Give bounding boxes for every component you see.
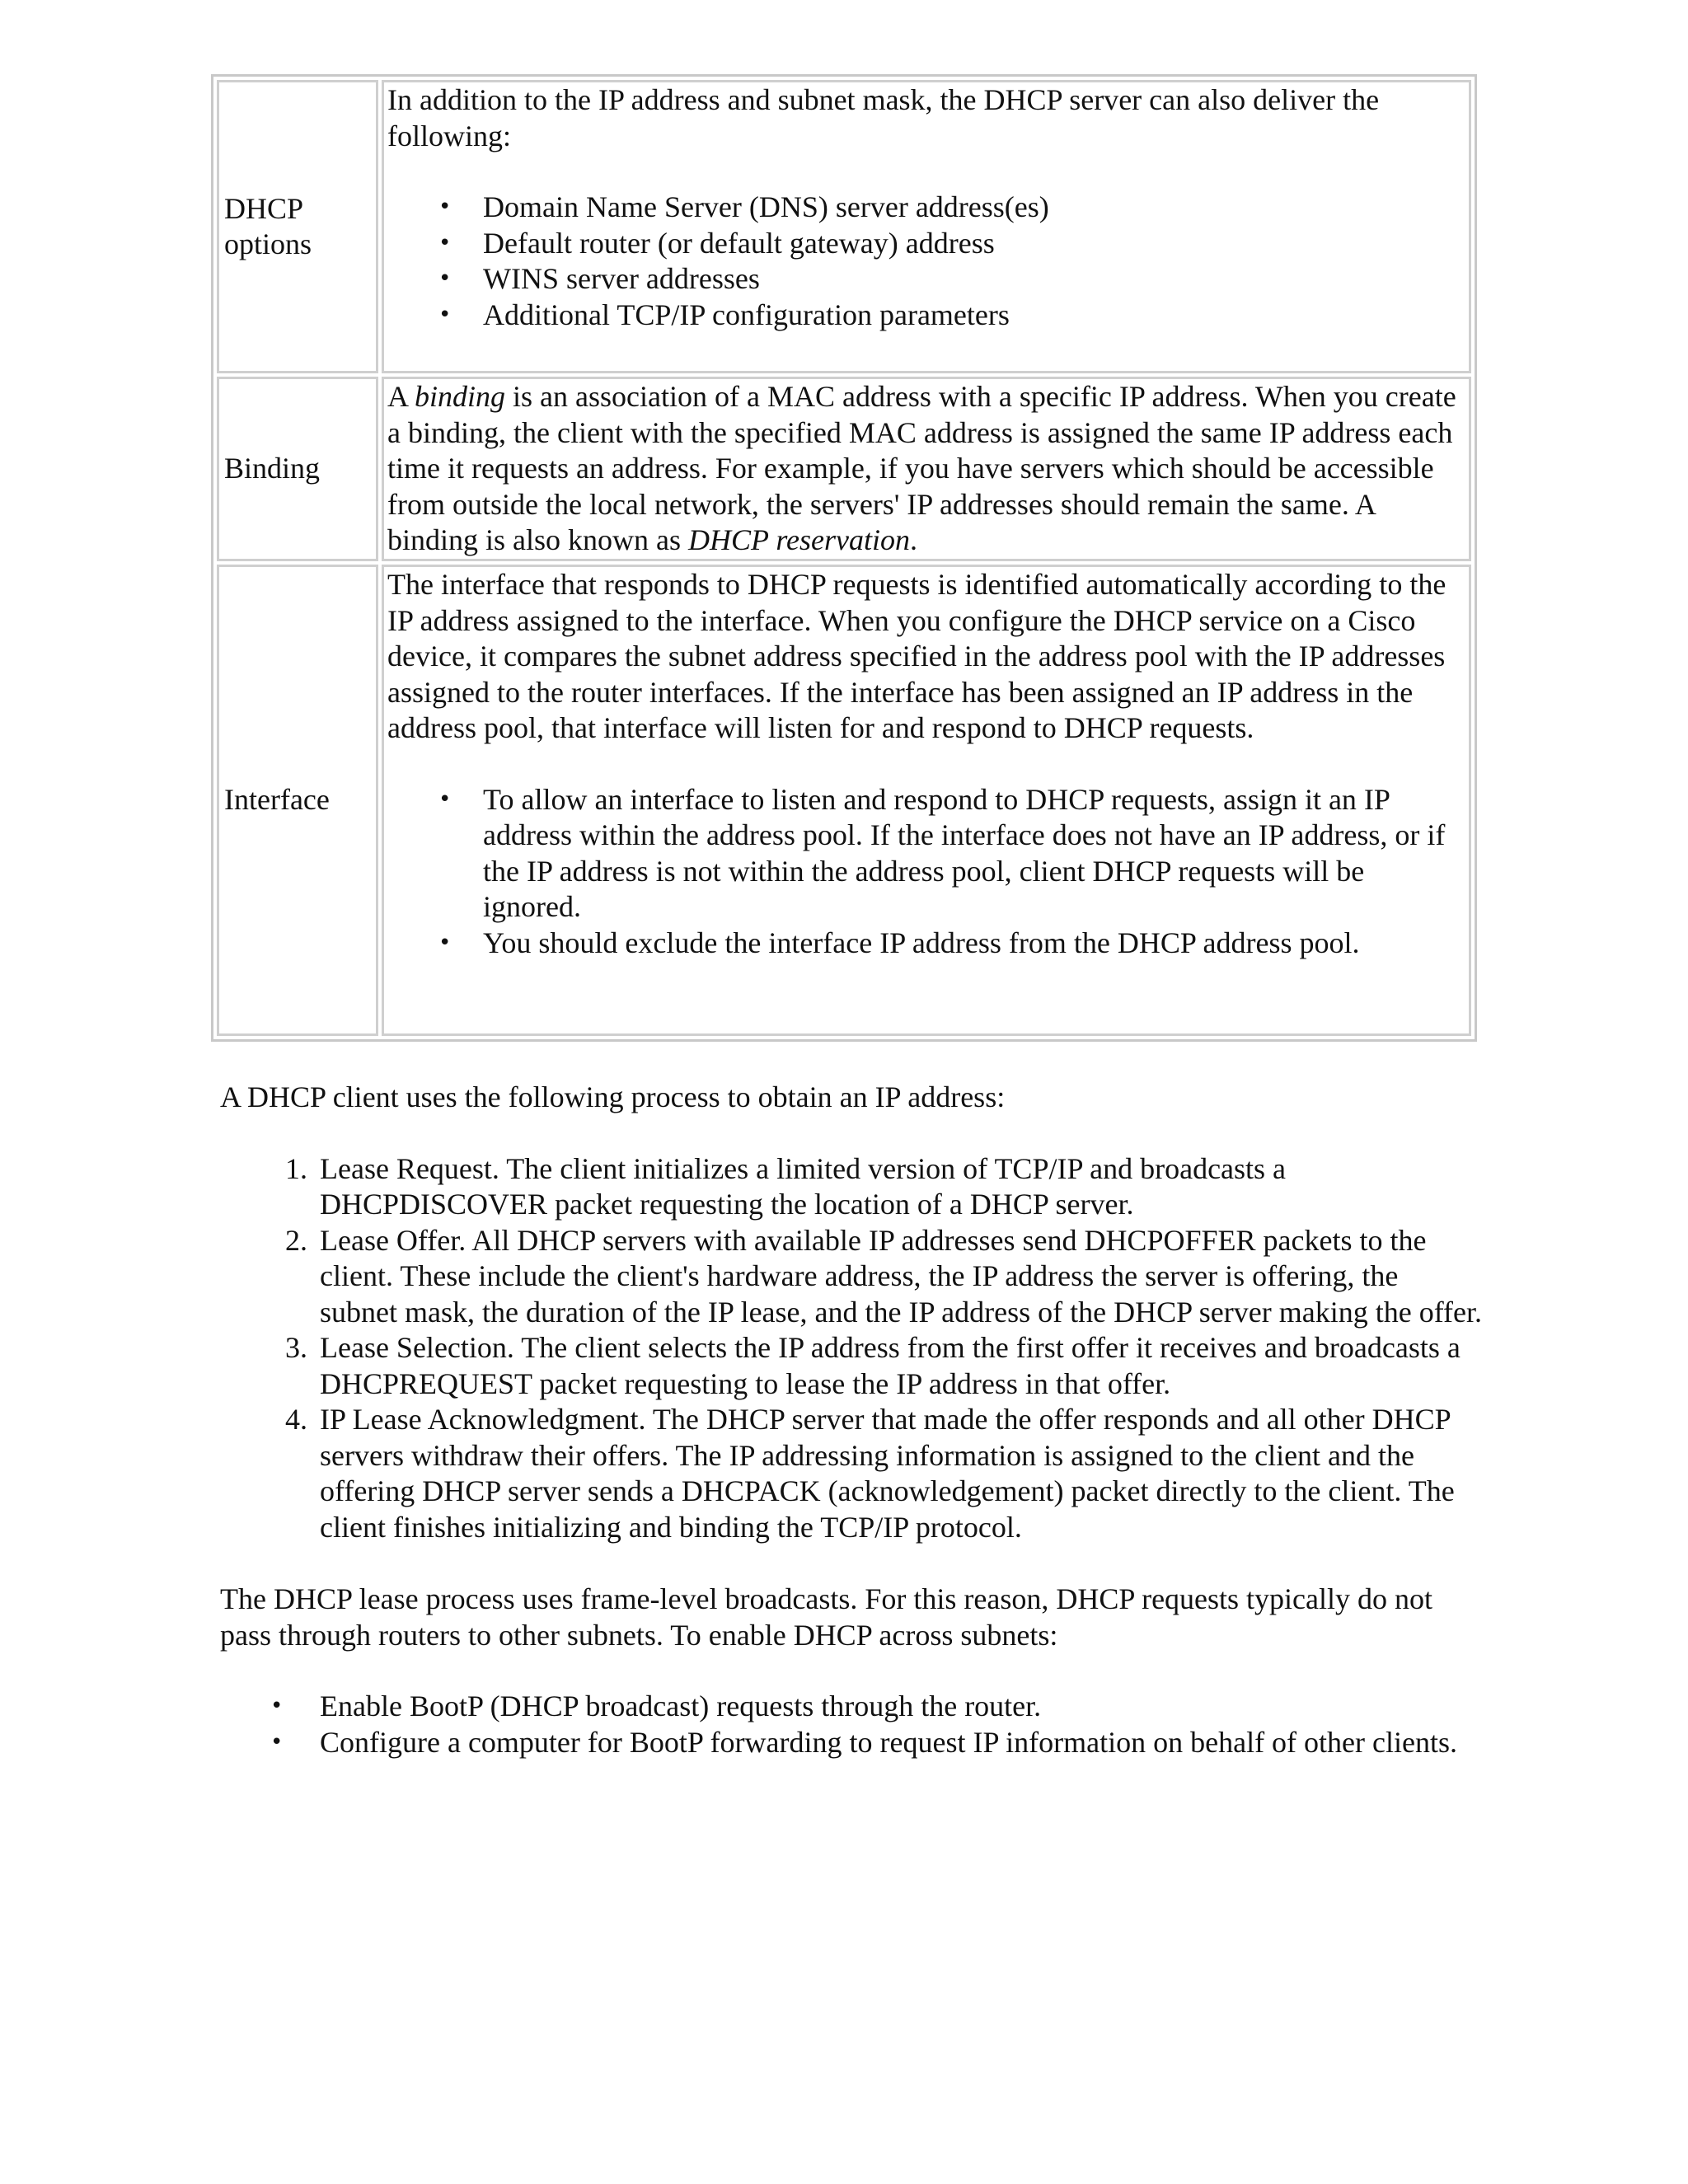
table-row-binding [217,377,1471,561]
definition-cell [382,565,1471,1036]
list-item: • Configure a computer for BootP forwarding to request IP information on behalf of other clients. [315,1725,1482,1761]
definition-intro: The interface that responds to DHCP requests is identified automatically according to the IP address assigned to the interface. When you configure the DHCP service on a Cisco device, it compares the subnet address specified in the address pool with the IP addresses assigned to the router interfaces. If the interface has been assigned an IP address in the address pool, that interface will listen for and respond to DHCP requests. [387,568,1447,744]
interface-notes-list [387,782,1464,962]
definition-cell [382,80,1471,373]
list-item: • WINS server addresses [483,261,1464,298]
list-item: 1. Lease Request. The client initializes a limited version of TCP/IP and broadcasts a DHCPDISCOVER packet requesting the location of a DHCP server. [315,1151,1482,1223]
emphasis-term: binding [415,380,506,413]
term-cell: Interface [217,565,378,1036]
list-item: 4. IP Lease Acknowledgment. The DHCP server that made the offer responds and all other DHCP servers withdraw their offers. The IP addressing information is assigned to the client and the offering DHCP server sends a DHCPACK (acknowledgement) packet directly to the client. The client finishes initializing and binding the TCP/IP protocol. [315,1402,1482,1545]
list-item: • Domain Name Server (DNS) server address(es) [483,190,1464,226]
table-row-interface [217,565,1471,1036]
list-item: 3. Lease Selection. The client selects the IP address from the first offer it receives and broadcasts a DHCPREQUEST packet requesting to lease the IP address in that offer. [315,1330,1482,1402]
definitions-table [211,74,1477,1042]
definition-cell [382,377,1471,561]
emphasis-term: DHCP reservation [688,523,910,556]
dhcp-options-list [387,190,1464,333]
term-cell: DHCP options [217,80,378,373]
list-item: • Default router (or default gateway) address [483,226,1464,262]
list-item: • To allow an interface to listen and respond to DHCP requests, assign it an IP address within the address pool. If the interface does not have an IP address, or if the IP address is not within the address pool, client DHCP requests will be ignored. [483,782,1464,926]
list-item: 2. Lease Offer. All DHCP servers with available IP addresses send DHCPOFFER packets to the client. These include the client's hardware address, the IP address the server is offering, the subnet mask, the duration of the IP lease, and the IP address of the DHCP server making the offer. [315,1223,1482,1331]
document-page [213,74,1482,1760]
list-item: • Enable BootP (DHCP broadcast) requests through the router. [315,1689,1482,1725]
process-section [213,1080,1482,1545]
definition-intro: In addition to the IP address and subnet mask, the DHCP server can also deliver the following: [387,83,1380,152]
process-intro: A DHCP client uses the following process to obtain an IP address: [220,1080,1006,1113]
list-item: • Additional TCP/IP configuration parameters [483,298,1464,334]
subnets-intro: The DHCP lease process uses frame-level broadcasts. For this reason, DHCP requests typically do not pass through routers to other subnets. To enable DHCP across subnets: [220,1582,1433,1652]
subnets-section [213,1582,1482,1760]
text-run: . [909,523,917,556]
process-steps-list [213,1151,1482,1546]
term-cell: Binding [217,377,378,561]
text-run: is an association of a MAC address with a specific IP address. When you create a binding, the client with the specified MAC address is assigned the same IP address each time it requests an address. For example, if you have servers which should be accessible from outside the local network, the servers' IP addresses should remain the same. A binding is also known as [387,380,1456,556]
text-run: A [387,380,415,413]
binding-definition [387,379,1464,559]
table-row-dhcp-options [217,80,1471,373]
subnets-list [213,1689,1482,1760]
list-item: • You should exclude the interface IP address from the DHCP address pool. [483,926,1464,962]
